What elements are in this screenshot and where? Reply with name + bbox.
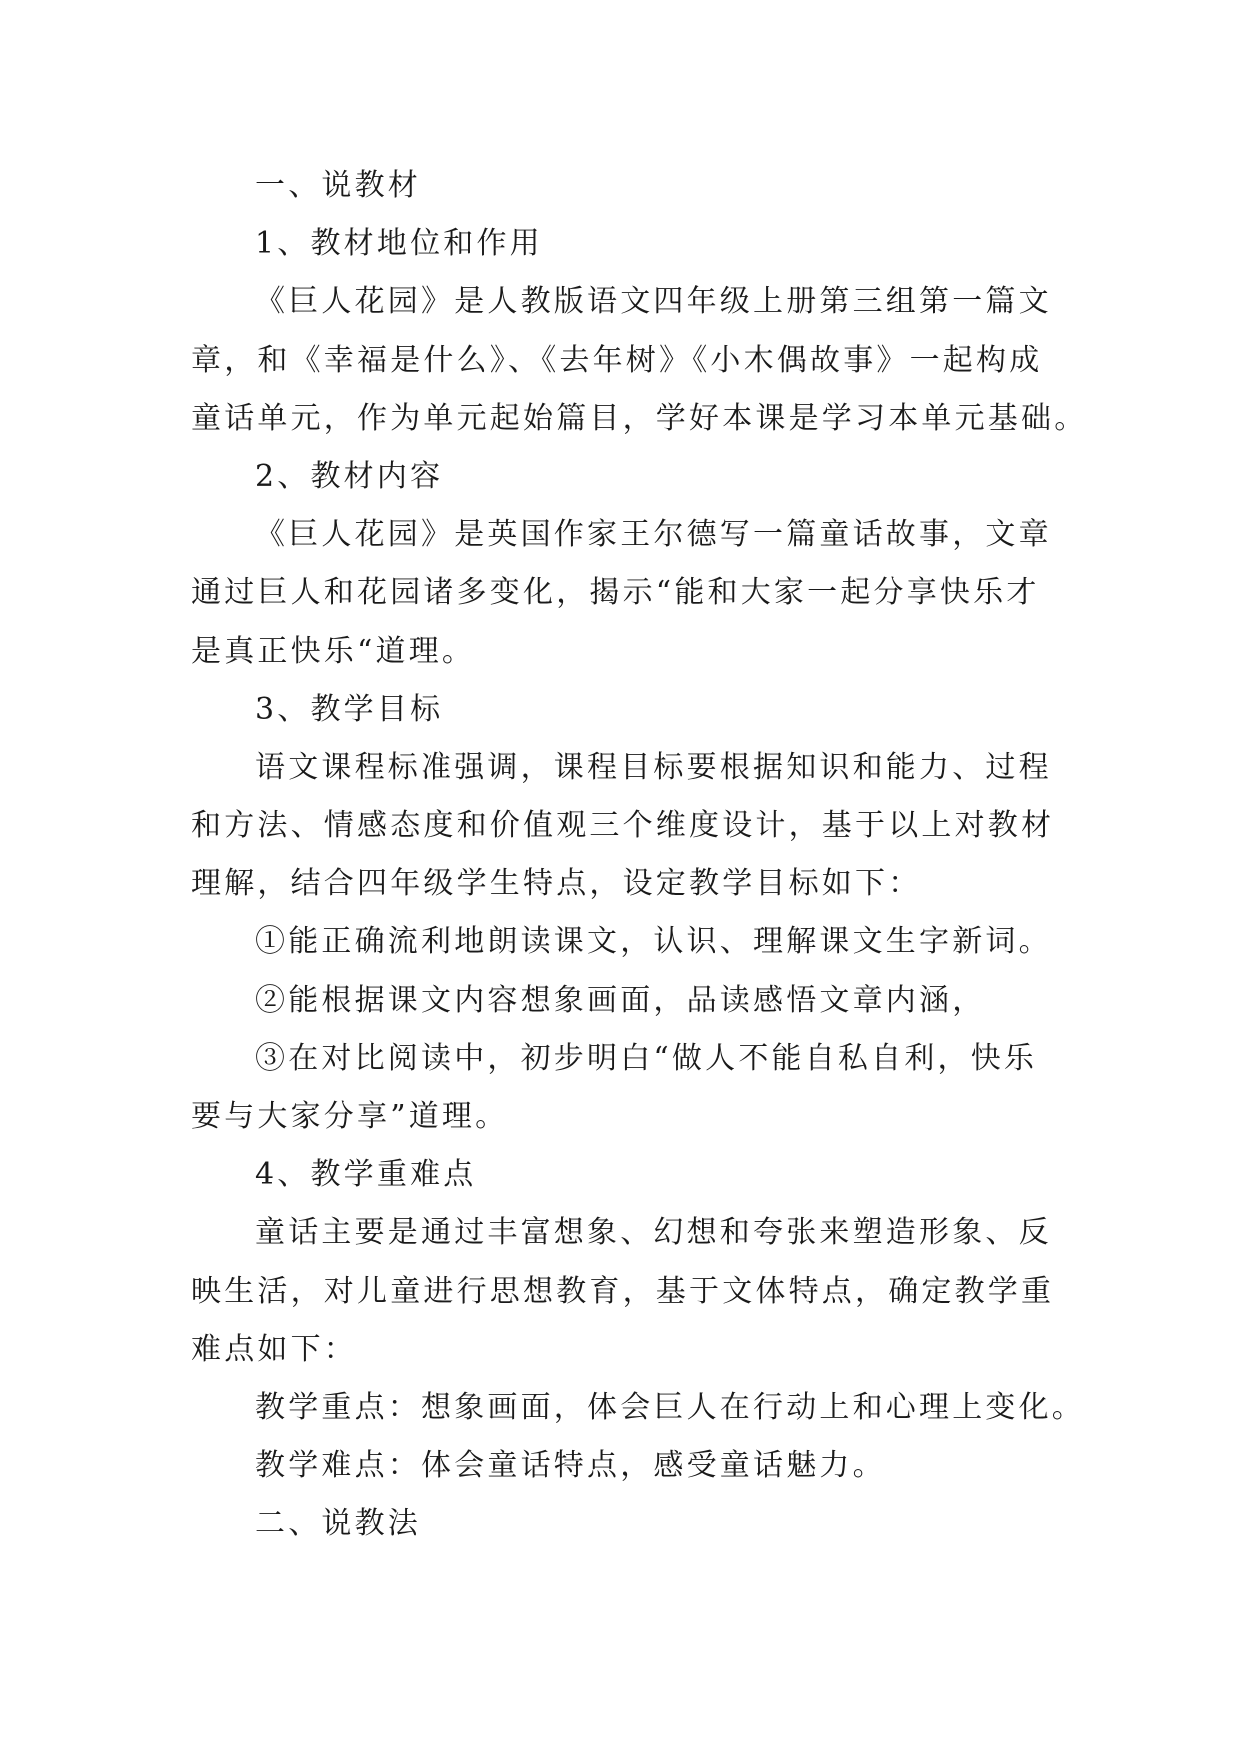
text-line: 《巨人花园》是人教版语文四年级上册第三组第一篇文 — [255, 284, 1052, 320]
text-line: 是真正快乐“道理。 — [191, 633, 476, 669]
paragraph-body — [191, 1437, 1050, 1495]
text-line: ①能正确流利地朗读课文，认识、理解课文生字新词。 — [255, 924, 1052, 960]
text-line: 3、教学目标 — [255, 691, 444, 727]
text-line: 《巨人花园》是英国作家王尔德写一篇童话故事，文章 — [255, 517, 1052, 553]
paragraph-list-item — [191, 913, 1050, 971]
text-line: 二、说教法 — [255, 1506, 421, 1542]
text-line: 1、教材地位和作用 — [255, 226, 543, 262]
paragraph-list-item — [191, 972, 1050, 1030]
paragraph-body — [191, 273, 1088, 448]
paragraph-list-item — [191, 1030, 1050, 1146]
text-line: 教学难点：体会童话特点，感受童话魅力。 — [255, 1448, 886, 1484]
paragraph-body — [191, 739, 1055, 914]
text-line: 通过巨人和花园诸多变化，揭示“能和大家一起分享快乐才 — [191, 575, 1040, 611]
paragraph-body — [191, 506, 1050, 681]
text-line: 理解，结合四年级学生特点，设定教学目标如下： — [191, 866, 922, 902]
text-line: 要与大家分享”道理。 — [191, 1099, 509, 1134]
text-line: 一、说教材 — [255, 168, 421, 203]
text-line: 4、教学重难点 — [255, 1157, 477, 1193]
paragraph-subheading — [191, 1146, 1050, 1204]
text-line: ③在对比阅读中，初步明白“做人不能自私自利，快乐 — [255, 1040, 1038, 1076]
text-line: 难点如下： — [191, 1331, 357, 1367]
paragraph-subheading — [191, 448, 1050, 506]
text-line: 和方法、情感态度和价值观三个维度设计，基于以上对教材 — [191, 808, 1055, 844]
text-line: 教学重点：想象画面，体会巨人在行动上和心理上变化。 — [255, 1389, 1085, 1425]
text-line: 童话主要是通过丰富想象、幻想和夸张来塑造形象、反 — [255, 1215, 1052, 1251]
text-line: 映生活，对儿童进行思想教育，基于文体特点，确定教学重 — [191, 1273, 1055, 1309]
paragraph-heading — [191, 157, 1050, 215]
text-line: ②能根据课文内容想象画面，品读感悟文章内涵， — [255, 982, 986, 1018]
paragraph-body — [191, 1379, 1085, 1437]
paragraph-heading — [191, 1495, 1050, 1553]
paragraph-subheading — [191, 215, 1050, 273]
document-body — [191, 157, 1088, 1554]
text-line: 童话单元，作为单元起始篇目，学好本课是学习本单元基础。 — [191, 400, 1088, 436]
paragraph-body — [191, 1204, 1055, 1379]
text-line: 语文课程标准强调，课程目标要根据知识和能力、过程 — [255, 749, 1052, 785]
text-line: 章，和《幸福是什么》、《去年树》《小木偶故事》一起构成 — [191, 342, 1043, 378]
text-line: 2、教材内容 — [255, 458, 444, 494]
paragraph-subheading — [191, 681, 1050, 739]
